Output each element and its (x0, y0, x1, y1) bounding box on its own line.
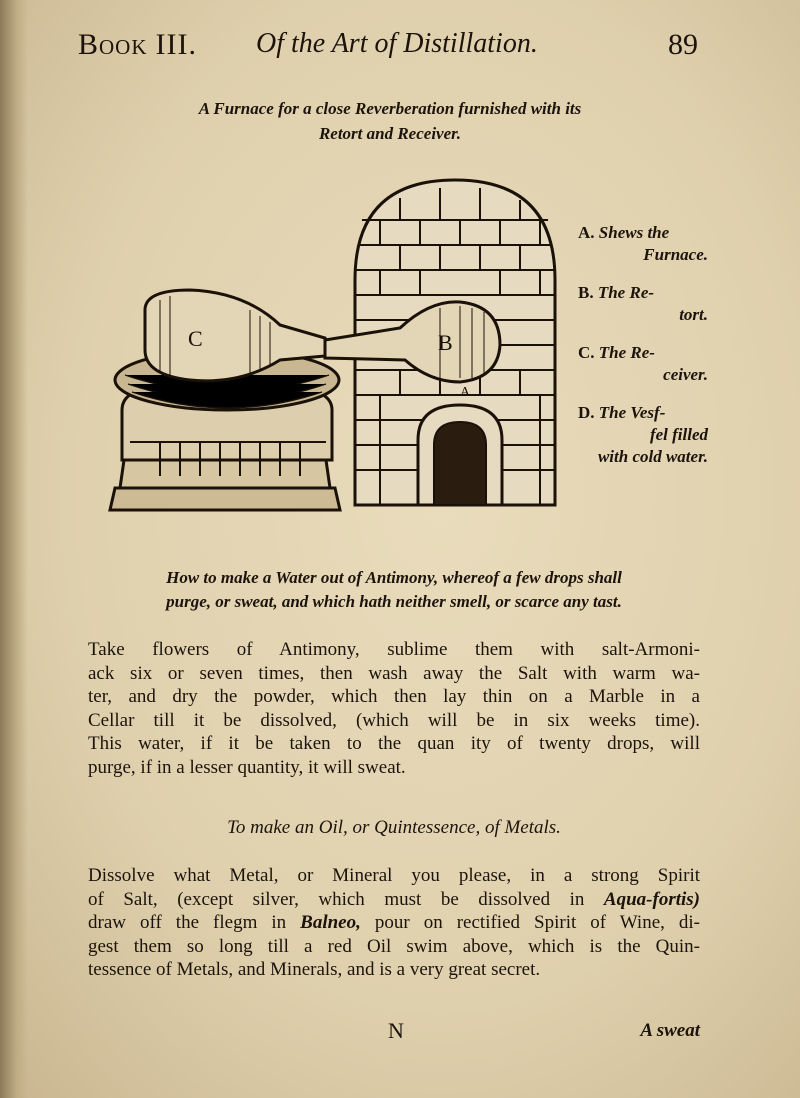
figure-legend (578, 222, 708, 484)
vessel-base (110, 488, 340, 510)
legend-item-a (578, 222, 708, 266)
legend-text: ceiver. (663, 365, 708, 384)
text-line: tessence of Metals, and Minerals, and is a very great secret. (88, 959, 541, 980)
legend-text: The Vesf- (598, 403, 666, 422)
figure-caption-line1: A Furnace for a close Reverberation furnished with its (198, 99, 582, 118)
section-heading-antimony (88, 566, 700, 614)
section-heading-metals (88, 816, 700, 840)
text-line: ack six or seven times, then wash away the Salt with warm wa- (88, 662, 700, 684)
text-segment: pour on rectified Spirit of Wine, di- (374, 912, 701, 933)
legend-text: The Re- (598, 343, 655, 362)
label-b-text: B (438, 330, 453, 355)
label-a-text: A (460, 385, 471, 400)
page-number: 89 (668, 28, 698, 61)
label-c-text: C (188, 326, 203, 351)
figure-caption (120, 96, 660, 146)
page-gutter-shadow (0, 0, 28, 1098)
furnace-illustration (100, 160, 570, 530)
text-segment: draw off the flegm in (88, 912, 287, 933)
furnace-woodcut (100, 160, 570, 530)
book-label: Book (78, 28, 148, 61)
paragraph-antimony (88, 638, 700, 779)
text-line (88, 911, 700, 935)
text-line: This water, if it be taken to the quan ity of twenty drops, will (88, 733, 700, 754)
text-line: gest them so long till a red Oil swim above, which is the Quin- (88, 935, 700, 957)
legend-text: Furnace. (643, 245, 708, 264)
book-number (78, 28, 197, 62)
figure-caption-line2: Retort and Receiver. (318, 124, 462, 143)
legend-letter: C. (578, 343, 595, 362)
legend-item-b (578, 282, 708, 326)
text-line: ter, and dry the powder, which then lay thin on a Marble in a (88, 686, 700, 707)
catchword: A sweat (640, 1020, 700, 1041)
legend-text: Shews the (598, 223, 670, 242)
legend-letter: A. (578, 223, 595, 242)
heading-line: How to make a Water out of Antimony, whereof a few drops shall (166, 568, 622, 587)
page-footer (88, 1018, 700, 1048)
heading-line: purge, or sweat, and which hath neither smell, or scarce any tast. (166, 592, 622, 611)
legend-text: tort. (679, 305, 708, 324)
text-segment: of Salt, (except silver, which must be dissolved in (88, 888, 604, 910)
running-header (78, 28, 698, 72)
chapter-title: Of the Art of Distillation. (256, 28, 538, 59)
legend-text: fel filled (649, 425, 708, 444)
heading-line: To make an Oil, or Quintessence, of Metals. (227, 817, 561, 838)
signature-mark: N (388, 1018, 404, 1043)
text-line: purge, if in a lesser quantity, it will sweat. (88, 756, 406, 778)
text-line: Cellar till it be dissolved, (which will be in six weeks time). (88, 709, 700, 731)
italic-term: Aqua-fortis) (603, 888, 700, 910)
text-line: Take flowers of Antimony, sublime them with salt-Armoni- (88, 639, 700, 660)
legend-item-d (578, 402, 708, 468)
legend-letter: B. (578, 283, 594, 302)
book-roman-number: III. (155, 28, 197, 61)
paragraph-metals (88, 864, 700, 982)
text-line (88, 888, 700, 912)
legend-letter: D. (578, 403, 595, 422)
legend-text: The Re- (597, 283, 655, 302)
legend-item-c (578, 342, 708, 386)
italic-term: Balneo, (300, 912, 361, 933)
text-line: Dissolve what Metal, or Mineral you please, in a strong Spirit (88, 865, 700, 886)
legend-text: with cold water. (597, 447, 708, 466)
